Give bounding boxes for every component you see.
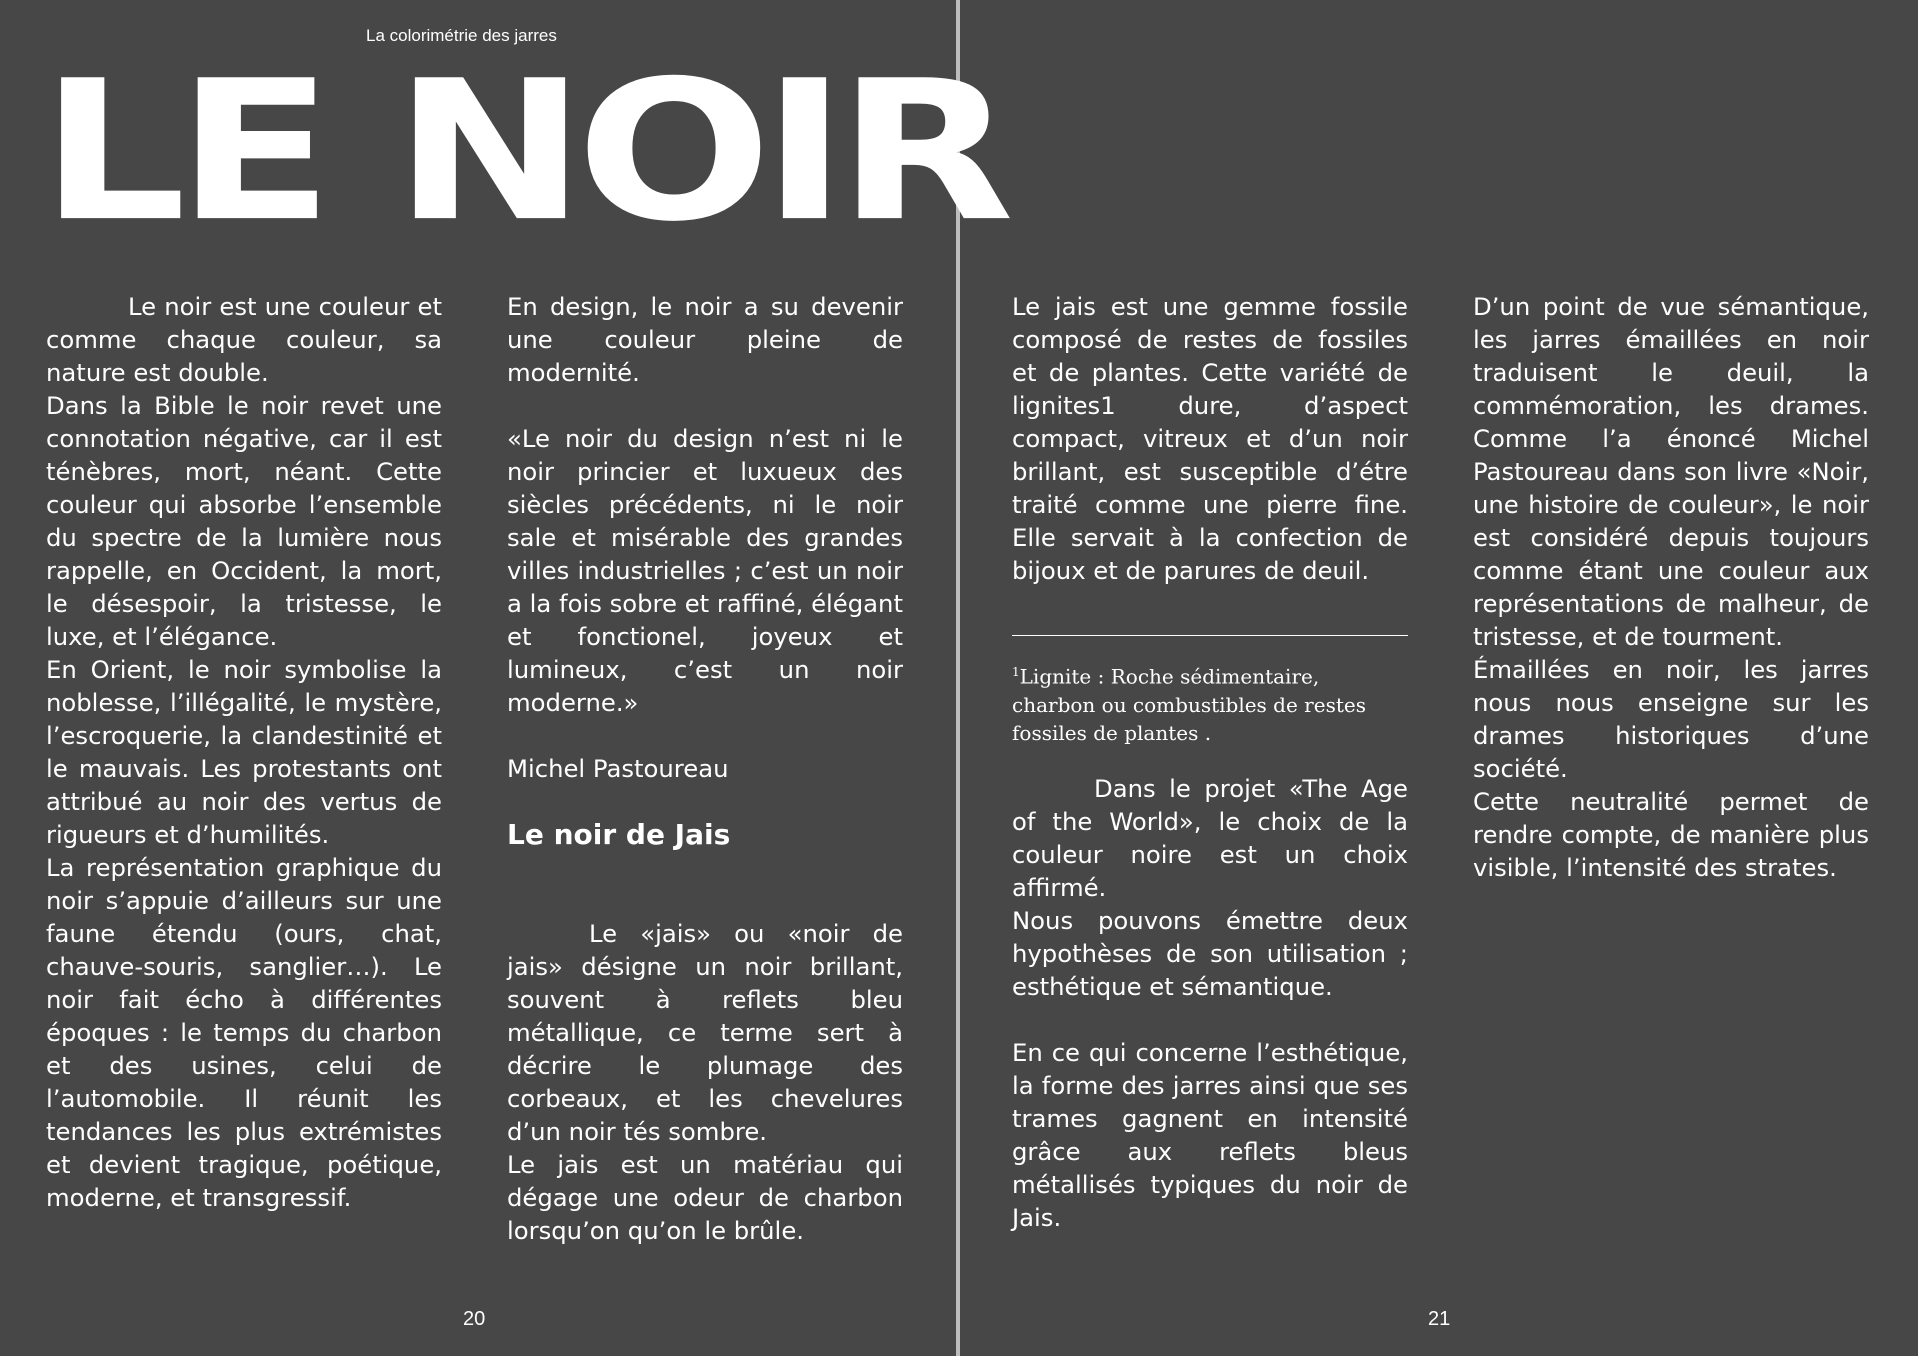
paragraph: En design, le noir a su devenir une couleur pleine de modernité. <box>507 292 903 387</box>
paragraph: Nous pouvons émettre deux hypothèses de son utilisation ; esthétique et sémantique. <box>1012 906 1408 1001</box>
paragraph: La représentation graphique du noir s’appuie d’ailleurs sur une faune étendu (ours, chat, chauve-souris, sanglier…). Le noir fait écho à différentes époques : le temps du charbon et des usines, celui de l’automobile. Il réunit les tendances les plus extrémistes et devient tragique, poétique, moderne, et transgressif. <box>46 853 442 1212</box>
footnote-marker: 1 <box>1012 665 1020 679</box>
paragraph: D’un point de vue sémantique, les jarres émaillées en noir traduisent le deuil, la commémoration, les drames. Comme l’a énoncé Michel Pastoureau dans son livre «Noir, une histoire de couleur», le noir est considéré depuis toujours comme étant une couleur aux représentations de malheur, de tristesse, et de tourment. <box>1473 292 1869 651</box>
footnote-text: Lignite : Roche sédimentaire, charbon ou combustibles de restes fossiles de plantes . <box>1012 664 1366 745</box>
paragraph: Le jais est un matériau qui dégage une odeur de charbon lorsqu’on qu’on le brûle. <box>507 1150 903 1245</box>
paragraph: Dans la Bible le noir revet une connotation négative, car il est ténèbres, mort, néant. Cette couleur qui absorbe l’ensemble du spectre de la lumière nous rappelle, en Occident, la mort, le désespoir, la tristesse, le luxe, et l’élégance. <box>46 391 442 651</box>
page-number-left: 20 <box>463 1308 486 1330</box>
paragraph: Le jais est une gemme fossile composé de restes de fossiles et de plantes. Cette variété de lignites1 dure, d’aspect compact, vitreux et d’un noir brillant, est susceptible d’étre traité comme une pierre fine. Elle servait à la confection de bijoux et de parures de deuil. <box>1012 292 1408 585</box>
paragraph: Le «jais» ou «noir de jais» désigne un noir brillant, souvent à reflets bleu métallique, ce terme sert à décrire le plumage des corbeaux, et les chevelures d’un noir tés sombre. <box>507 919 903 1146</box>
right-column-1-lower <box>1012 772 1408 1234</box>
paragraph: Émaillées en noir, les jarres nous nous enseigne sur les drames historiques d’une société. <box>1473 655 1869 783</box>
quote: «Le noir du design n’est ni le noir princier et luxueux des siècles précédents, ni le noir sale et misérable des grandes villes industrielles ; c’est un noir a la fois sobre et raffiné, élégant et fonctionel, joyeux et lumineux, c’est un noir moderne.» <box>507 424 903 717</box>
paragraph: Le noir est une couleur et comme chaque couleur, sa nature est double. <box>46 292 442 387</box>
paragraph: En Orient, le noir symbolise la noblesse, l’illégalité, le mystère, l’escroquerie, la clandestinité et le mauvais. Les protestants ont attribué au noir des vertus de rigueurs et d’humilités. <box>46 655 442 849</box>
paragraph: Dans le projet «The Age of the World», le choix de la couleur noire est un choix affirmé. <box>1012 774 1408 902</box>
left-column-2 <box>507 290 903 1247</box>
running-head: La colorimétrie des jarres <box>366 26 557 45</box>
right-column-1 <box>1012 290 1408 587</box>
paragraph: En ce qui concerne l’esthétique, la forme des jarres ainsi que ses trames gagnent en intensité grâce aux reflets bleus métallisés typiques du noir de Jais. <box>1012 1038 1408 1232</box>
section-heading: Le noir de Jais <box>507 818 731 851</box>
right-column-2 <box>1473 290 1869 884</box>
page-number-right: 21 <box>1428 1308 1451 1330</box>
page-title: LE NOIR <box>40 40 1005 265</box>
footnote-divider <box>1012 635 1408 636</box>
paragraph: Cette neutralité permet de rendre compte, de manière plus visible, l’intensité des strates. <box>1473 787 1869 882</box>
quote-author: Michel Pastoureau <box>507 754 729 783</box>
left-column-1 <box>46 290 442 1214</box>
footnote <box>1012 658 1408 747</box>
